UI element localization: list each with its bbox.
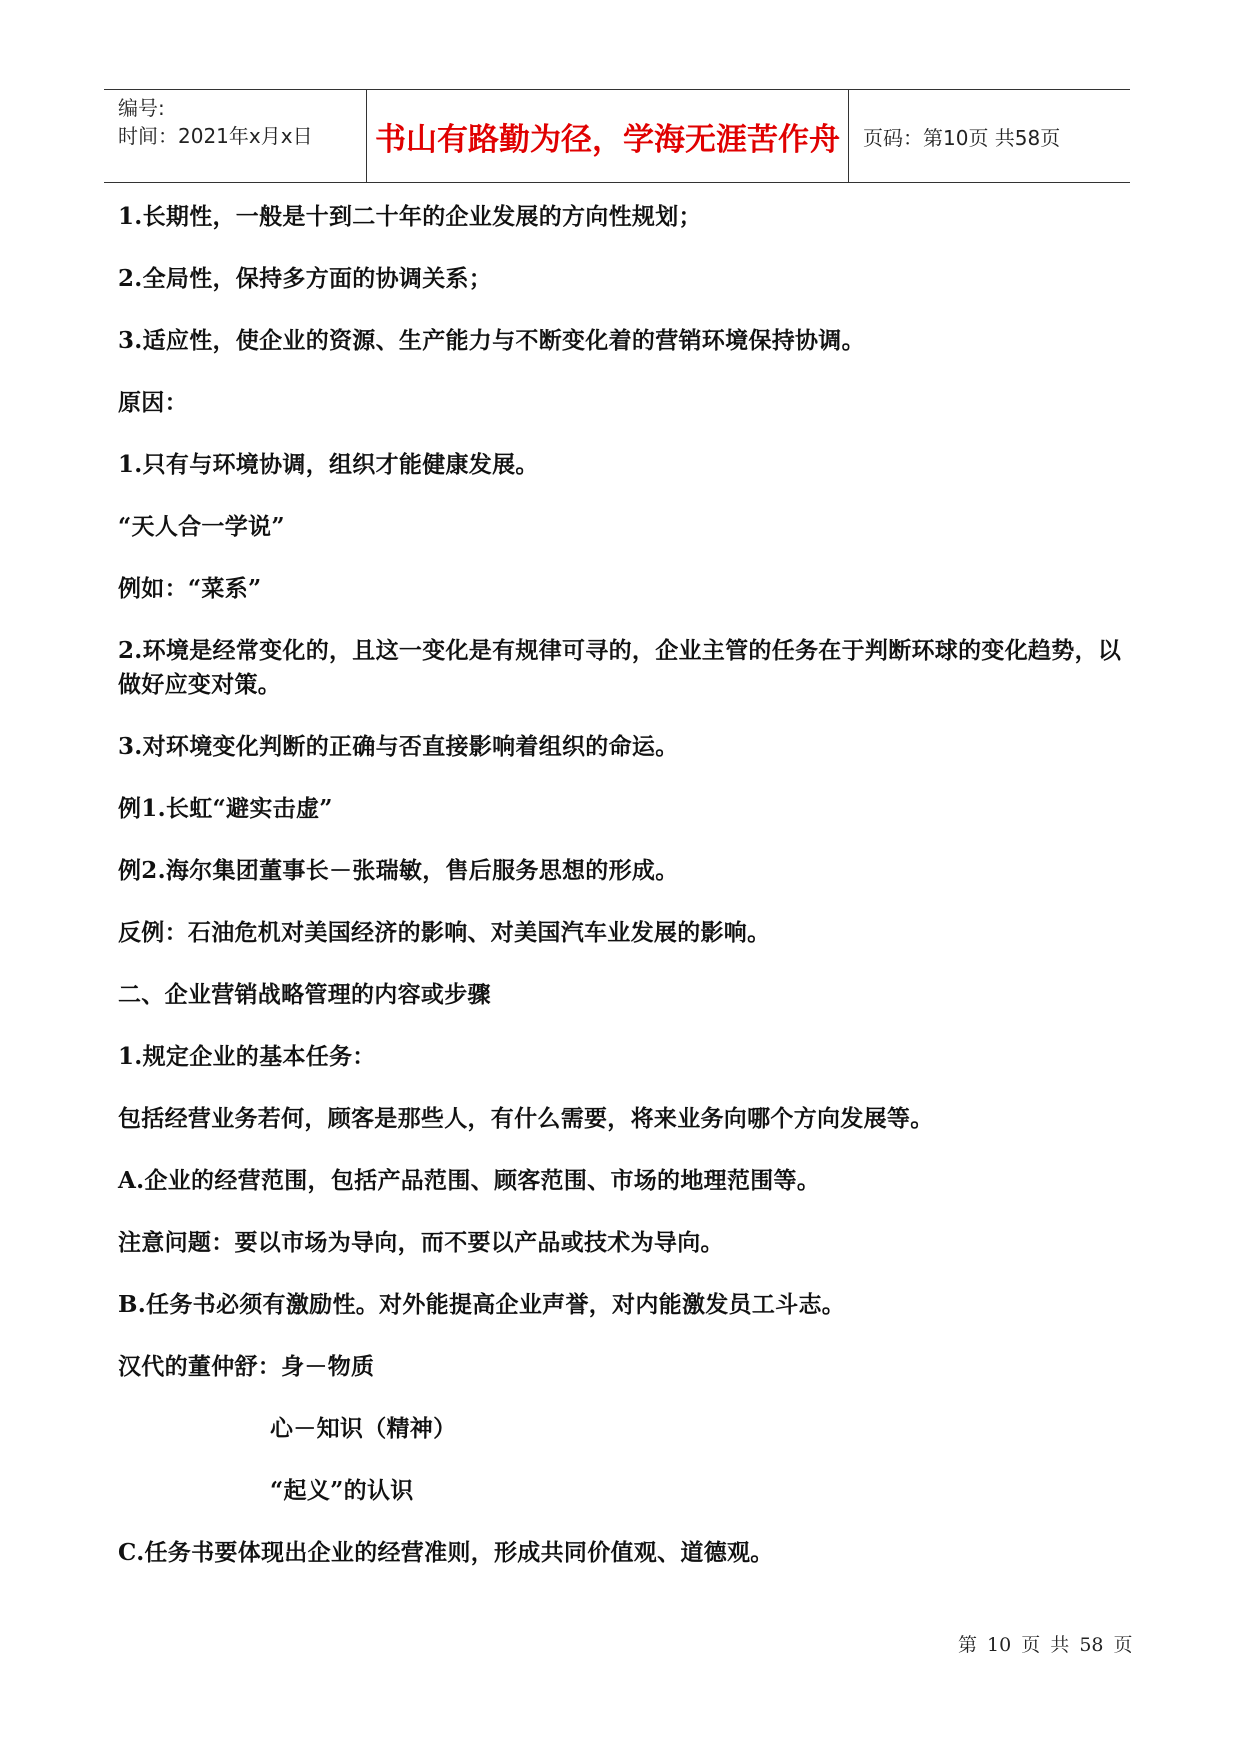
header-page-info: 页码：第10页 共58页 [863,125,1061,150]
header-meta [104,90,367,182]
paragraph: 注意问题：要以市场为导向，而不要以产品或技术为导向。 [118,1229,724,1256]
paragraph: 包括经营业务若何，顾客是那些人，有什么需要，将来业务向哪个方向发展等。 [118,1105,934,1132]
paragraph: 1.长期性，一般是十到二十年的企业发展的方向性规划； [118,203,702,230]
paragraph: 2.全局性，保持多方面的协调关系； [118,265,493,292]
paragraph: A.企业的经营范围，包括产品范围、顾客范围、市场的地理范围等。 [118,1167,821,1194]
paragraph: 二、企业营销战略管理的内容或步骤 [118,981,491,1008]
paragraph: “天人合一学说” [118,513,285,540]
document-body [118,200,1128,1598]
page-footer: 第 10 页 共 58 页 [958,1634,1133,1656]
paragraph: 例2.海尔集团董事长－张瑞敏，售后服务思想的形成。 [118,857,679,884]
paragraph: 原因： [118,389,188,416]
paragraph: 例1.长虹“避实击虚” [118,795,333,822]
paragraph: “起义”的认识 [270,1477,414,1504]
paragraph: B.任务书必须有激励性。对外能提高企业声誉，对内能激发员工斗志。 [118,1291,846,1318]
time-label: 时间：2021年x月x日 [118,124,313,148]
header-motto: 书山有路勤为径，学海无涯苦作舟 [367,90,849,182]
paragraph: 1.只有与环境协调，组织才能健康发展。 [118,451,539,478]
paragraph: 汉代的董仲舒：身－物质 [118,1353,375,1380]
paragraph: 3.适应性，使企业的资源、生产能力与不断变化着的营销环境保持协调。 [118,327,865,354]
paragraph: 反例：石油危机对美国经济的影响、对美国汽车业发展的影响。 [118,919,771,946]
paragraph: 1.规定企业的基本任务： [118,1043,376,1070]
paragraph: 3.对环境变化判断的正确与否直接影响着组织的命运。 [118,733,679,760]
paragraph: 2.环境是经常变化的，且这一变化是有规律可寻的，企业主管的任务在于判断环球的变化趋势，以做好应变对策。 [118,637,1122,698]
document-header [104,89,1130,183]
serial-label: 编号: [118,96,165,120]
paragraph: 心－知识（精神） [270,1415,457,1442]
paragraph: C.任务书要体现出企业的经营准则，形成共同价值观、道德观。 [118,1539,774,1566]
paragraph: 例如：“菜系” [118,575,262,602]
